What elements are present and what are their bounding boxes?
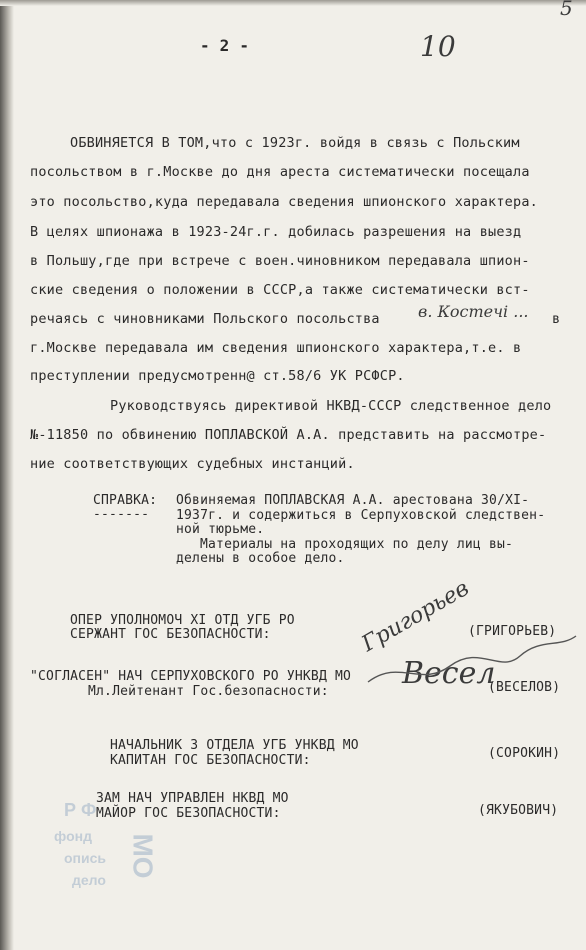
signatory-name: (ЯКУБОВИЧ): [478, 803, 559, 818]
signatory-name: (ВЕСЕЛОВ): [488, 680, 561, 695]
stamp-text: МО: [127, 833, 159, 879]
handwritten-corner-number: 5: [560, 0, 573, 20]
body-line: это посольство,куда передавала сведения шпионского характера.: [30, 194, 538, 210]
stamp-text: дело: [72, 872, 106, 888]
body-line-end: в: [552, 311, 561, 327]
stamp-text: опись: [64, 850, 107, 866]
resolution-line: Руководствуясь директивой НКВД-СССР следственное дело: [110, 398, 552, 414]
archive-stamp: [14, 800, 164, 910]
body-line: речаясь с чиновниками Польского посольства: [30, 311, 380, 327]
scan-top-shadow: [0, 0, 586, 6]
signature-grigoriev: Григорьев: [357, 575, 474, 658]
body-line: ОБВИНЯЕТСЯ В ТОМ,что с 1923г. войдя в связь с Польским: [70, 135, 520, 151]
body-line: г.Москве передавала им сведения шпионского характера,т.е. в: [30, 340, 522, 356]
signature-veselov: Весел: [402, 656, 496, 691]
signatory-rank: Мл.Лейтенант Гос.безопасности:: [88, 684, 329, 699]
reference-line: ной тюрьме.: [176, 522, 265, 537]
signatory-title: НАЧАЛЬНИК 3 ОТДЕЛА УГБ УНКВД МО: [110, 738, 359, 753]
stamp-text: Р Ф: [64, 800, 97, 820]
body-line: в Польшу,где при встрече с воен.чиновником передавала шпион-: [30, 253, 530, 269]
reference-label: СПРАВКА:: [93, 493, 158, 508]
reference-line: делены в особое дело.: [176, 551, 345, 566]
reference-line: Материалы на проходящих по делу лиц вы-: [200, 537, 514, 552]
resolution-line: ние соответствующих судебных инстанций.: [30, 456, 355, 472]
resolution-line: №-11850 по обвинению ПОПЛАВСКОЙ А.А. представить на рассмотре-: [30, 427, 547, 443]
signatory-title: ОПЕР УПОЛНОМОЧ XI ОТД УГБ РО: [70, 613, 295, 628]
signatory-title: ЗАМ НАЧ УПРАВЛЕН НКВД МО: [96, 791, 289, 806]
signatory-name: (ГРИГОРЬЕВ): [468, 624, 557, 639]
page-number: - 2 -: [200, 36, 250, 55]
reference-line: Обвиняемая ПОПЛАВСКАЯ А.А. арестована 30/XI-: [176, 493, 530, 508]
signature-stroke: [360, 628, 580, 698]
handwritten-folio-number: 10: [420, 30, 456, 63]
signatory-rank: КАПИТАН ГОС БЕЗОПАСНОСТИ:: [110, 753, 311, 768]
signatory-rank: СЕРЖАНТ ГОС БЕЗОПАСНОСТИ:: [70, 627, 271, 642]
handwritten-insert: в. Костечі ...: [418, 302, 529, 321]
signatory-rank: МАЙОР ГОС БЕЗОПАСНОСТИ:: [96, 806, 281, 821]
body-line: ские сведения о положении в СССР,а также систематически вст-: [30, 282, 530, 298]
body-line: посольством в г.Москве до дня ареста систематически посещала: [30, 164, 530, 180]
signatory-title: "СОГЛАСЕН" НАЧ СЕРПУХОВСКОГО РО УНКВД МО: [30, 669, 352, 684]
reference-underline: -------: [93, 507, 150, 522]
stamp-text: фонд: [54, 828, 92, 844]
signatory-name: (СОРОКИН): [488, 746, 561, 761]
body-line: преступлении предусмотренн@ ст.58/6 УК РСФСР.: [30, 368, 405, 384]
scan-edge-shadow: [0, 0, 14, 950]
body-line: В целях шпионажа в 1923-24г.г. добилась разрешения на выезд: [30, 224, 522, 240]
reference-line: 1937г. и содержиться в Серпуховской следствен-: [176, 508, 546, 523]
